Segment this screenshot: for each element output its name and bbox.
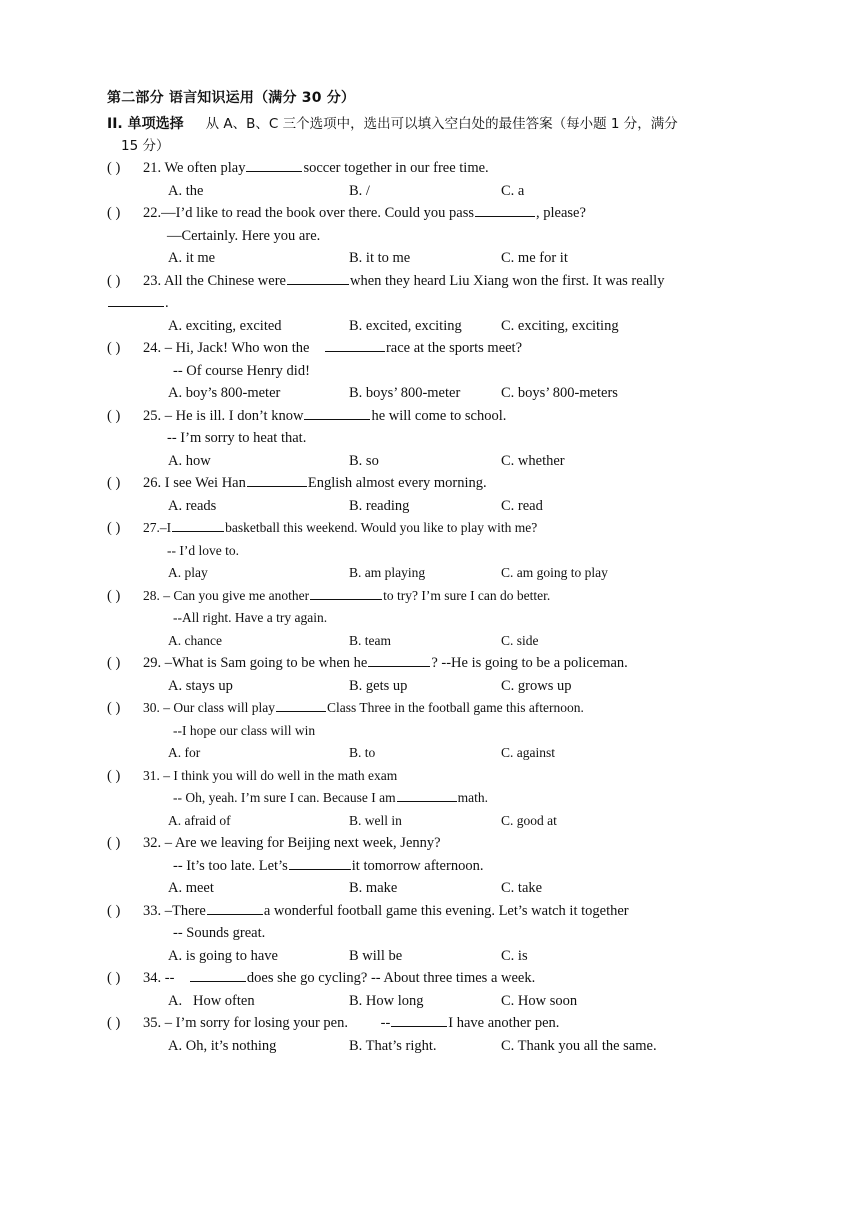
answer-blank: [289, 855, 351, 870]
answer-blank: [246, 157, 302, 172]
option-a[interactable]: A. afraid of: [168, 812, 231, 828]
option-a[interactable]: A. exciting, excited: [168, 317, 282, 334]
question-text: 31. – I think you will do well in the math exam: [143, 767, 398, 783]
reply-line: [107, 787, 767, 810]
question-text: 25. – He is ill. I don’t know he will come to school.: [143, 405, 506, 428]
answer-blank: [397, 787, 457, 802]
option-c[interactable]: C. take: [501, 880, 543, 896]
reply-line: [107, 720, 767, 743]
reply-text: -- It’s too late. Let’s it tomorrow afternoon.: [173, 855, 483, 878]
question-list: [107, 157, 767, 1057]
answer-blank: [368, 652, 430, 667]
question-text: 23. All the Chinese were when they heard Liu Xiang won the first. It was really: [143, 270, 664, 293]
option-b[interactable]: B. so: [349, 452, 379, 469]
answer-blank: [207, 900, 263, 915]
option-b[interactable]: B. /: [349, 182, 370, 199]
option-c[interactable]: C. whether: [501, 452, 565, 469]
options-row: [107, 945, 767, 968]
question-text: 29. –What is Sam going to be when he ? --He is going to be a policeman.: [143, 652, 628, 675]
question-22: [107, 202, 767, 225]
answer-blank: [325, 337, 385, 352]
question-text: 24. – Hi, Jack! Who won the race at the sports meet?: [143, 337, 522, 360]
question-21: [107, 157, 767, 180]
reply-line: [107, 427, 767, 450]
option-b[interactable]: B. boys’ 800-meter: [349, 385, 461, 401]
answer-bracket[interactable]: ( ): [107, 1015, 121, 1031]
options-row: [107, 247, 767, 270]
question-28: [107, 585, 767, 608]
answer-blank: [304, 405, 370, 420]
question-text: 34. -- does she go cycling? -- About three times a week.: [143, 967, 535, 990]
reply-text: —Certainly. Here you are.: [167, 227, 321, 244]
answer-blank: [276, 697, 326, 712]
question-33: [107, 900, 767, 923]
answer-bracket[interactable]: ( ): [107, 970, 121, 986]
options-row: [107, 810, 767, 833]
option-a[interactable]: A. Oh, it’s nothing: [168, 1037, 277, 1054]
option-b[interactable]: B. make: [349, 880, 398, 896]
answer-bracket[interactable]: ( ): [107, 475, 121, 491]
option-b[interactable]: B. reading: [349, 497, 410, 514]
question-35: [107, 1012, 767, 1035]
answer-bracket[interactable]: ( ): [107, 655, 121, 671]
question-text: 28. – Can you give me another to try? I’m sure I can do better.: [143, 585, 550, 608]
reply-text: -- I’m sorry to heat that.: [167, 430, 307, 446]
reply-line: [107, 922, 767, 945]
option-a[interactable]: A. how: [168, 452, 211, 469]
answer-blank: [310, 585, 382, 600]
answer-blank: [391, 1012, 447, 1027]
reply-line: [107, 855, 767, 878]
option-c[interactable]: C. me for it: [501, 250, 568, 266]
answer-bracket[interactable]: ( ): [107, 835, 121, 851]
question-text: 35. – I’m sorry for losing your pen. -- I have another pen.: [143, 1012, 559, 1035]
option-b[interactable]: B. it to me: [349, 250, 411, 266]
option-b[interactable]: B. excited, exciting: [349, 317, 462, 334]
option-a[interactable]: A. for: [168, 745, 201, 760]
option-c[interactable]: C. am going to play: [501, 565, 608, 580]
instruction-text: 从 A、B、C 三个选项中，选出可以填入空白处的最佳答案（每小题 1 分，满分: [205, 116, 678, 132]
question-29: [107, 652, 767, 675]
question-26: [107, 472, 767, 495]
answer-blank: [108, 292, 164, 307]
question-34: [107, 967, 767, 990]
answer-bracket[interactable]: ( ): [107, 767, 121, 784]
option-c[interactable]: C. side: [501, 632, 539, 648]
option-c[interactable]: C. boys’ 800-meters: [501, 385, 618, 401]
option-a[interactable]: A. play: [168, 565, 208, 580]
options-row: [107, 877, 767, 900]
option-b[interactable]: B. well in: [349, 812, 402, 828]
option-a[interactable]: A. meet: [168, 880, 214, 896]
answer-bracket[interactable]: ( ): [107, 902, 121, 919]
reply-text: --All right. Have a try again.: [173, 610, 328, 625]
options-row: [107, 495, 767, 518]
question-31: [107, 765, 767, 788]
reply-line: [107, 225, 767, 248]
reply-line: [107, 360, 767, 383]
instruction-continuation: 15 分）: [121, 138, 170, 154]
option-b[interactable]: B. How long: [349, 992, 424, 1009]
question-27: [107, 517, 767, 540]
section-label: II. 单项选择: [107, 116, 184, 132]
reply-text: -- I’d love to.: [167, 542, 239, 558]
reply-text: -- Oh, yeah. I’m sure I can. Because I am math.: [173, 787, 488, 810]
reply-text: --I hope our class will win: [173, 722, 316, 738]
question-text: 27.–I basketball this weekend. Would you like to play with me?: [143, 517, 537, 540]
reply-line: [107, 607, 767, 630]
option-c[interactable]: C. How soon: [501, 992, 578, 1009]
question-text: 33. –There a wonderful football game this evening. Let’s watch it together: [143, 900, 629, 923]
section-instruction: [107, 113, 767, 157]
question-text: 21. We often play soccer together in our free time.: [143, 157, 489, 180]
question-30: [107, 697, 767, 720]
options-row: [107, 180, 767, 203]
option-c[interactable]: C. grows up: [501, 677, 572, 694]
answer-bracket[interactable]: ( ): [107, 272, 121, 289]
option-a[interactable]: A. How often: [168, 992, 255, 1009]
answer-bracket[interactable]: ( ): [107, 205, 121, 221]
reply-text: -- Sounds great.: [173, 925, 266, 941]
question-25: [107, 405, 767, 428]
options-row: [107, 1035, 767, 1058]
option-c[interactable]: C. good at: [501, 812, 557, 828]
section-title: 第二部分 语言知识运用（满分 30 分）: [107, 90, 356, 106]
question-text: 26. I see Wei Han English almost every morning.: [143, 472, 487, 495]
option-b[interactable]: B. am playing: [349, 565, 426, 580]
options-row: [107, 742, 767, 765]
option-c[interactable]: C. exciting, exciting: [501, 317, 619, 334]
answer-bracket[interactable]: ( ): [107, 340, 121, 356]
continuation-text: .: [107, 292, 169, 315]
answer-blank: [247, 472, 307, 487]
option-c[interactable]: C. Thank you all the same.: [501, 1037, 657, 1054]
question-text: 30. – Our class will play Class Three in the football game this afternoon.: [143, 697, 584, 720]
option-a[interactable]: A. chance: [168, 632, 222, 648]
option-a[interactable]: A. the: [168, 182, 204, 199]
option-a[interactable]: A. is going to have: [168, 947, 278, 964]
answer-blank: [172, 517, 224, 532]
option-a[interactable]: A. it me: [168, 250, 216, 266]
option-b[interactable]: B. team: [349, 632, 391, 648]
options-row: [107, 450, 767, 473]
options-row: [107, 562, 767, 585]
option-b[interactable]: B. to: [349, 745, 376, 760]
option-c[interactable]: C. a: [501, 182, 525, 199]
option-b[interactable]: B. That’s right.: [349, 1037, 437, 1054]
options-row: [107, 630, 767, 653]
answer-bracket[interactable]: ( ): [107, 160, 121, 176]
answer-blank: [190, 967, 246, 982]
answer-blank: [475, 202, 535, 217]
question-24: [107, 337, 767, 360]
answer-blank: [287, 270, 349, 285]
option-b[interactable]: B. gets up: [349, 677, 408, 694]
reply-line: [107, 540, 767, 563]
option-c[interactable]: C. against: [501, 745, 555, 760]
reply-text: -- Of course Henry did!: [173, 362, 310, 379]
answer-bracket[interactable]: ( ): [107, 700, 121, 716]
options-row: [107, 315, 767, 338]
option-c[interactable]: C. read: [501, 497, 543, 514]
option-b[interactable]: B will be: [349, 947, 403, 964]
option-a[interactable]: A. reads: [168, 497, 217, 514]
question-23: [107, 270, 767, 293]
options-row: [107, 990, 767, 1013]
question-32: [107, 832, 767, 855]
option-a[interactable]: A. boy’s 800-meter: [168, 385, 281, 401]
question-text: 22.—I’d like to read the book over there. Could you pass , please?: [143, 202, 586, 225]
question-text: 32. – Are we leaving for Beijing next week, Jenny?: [143, 835, 441, 851]
option-a[interactable]: A. stays up: [168, 677, 233, 694]
options-row: [107, 382, 767, 405]
answer-bracket[interactable]: ( ): [107, 520, 121, 536]
option-c[interactable]: C. is: [501, 947, 528, 964]
question-continuation: [107, 292, 767, 315]
answer-bracket[interactable]: ( ): [107, 407, 121, 424]
options-row: [107, 675, 767, 698]
answer-bracket[interactable]: ( ): [107, 587, 121, 604]
